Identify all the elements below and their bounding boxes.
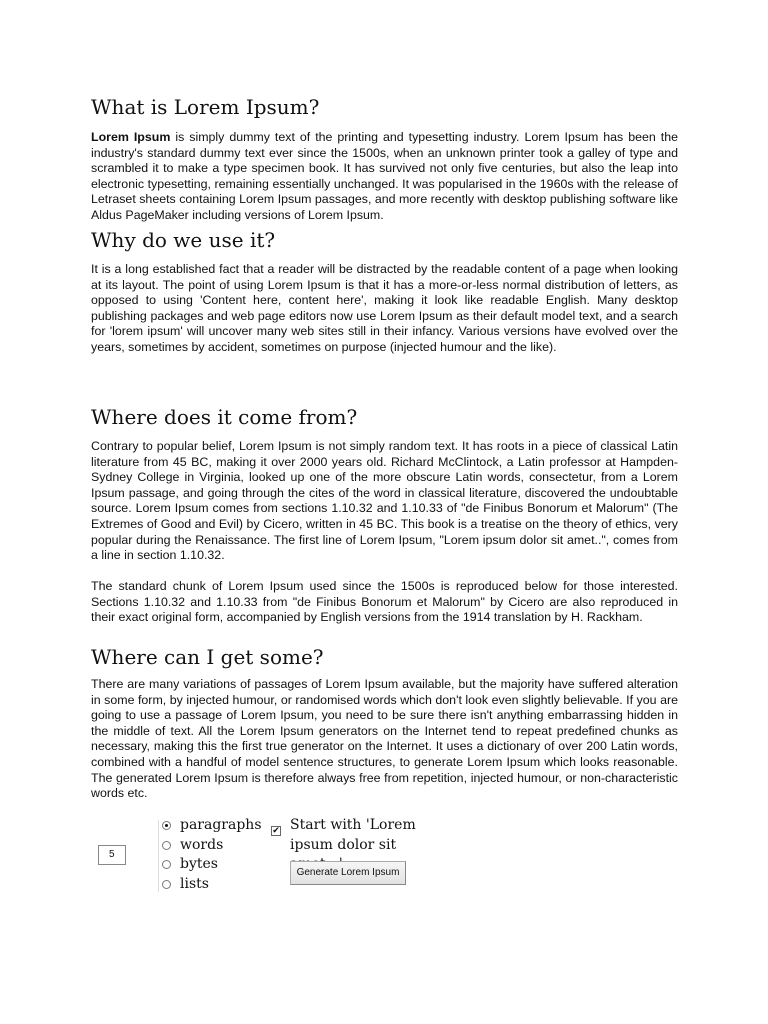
heading-where-does-it-come-from: Where does it come from? (91, 405, 358, 429)
start-with-checkbox[interactable]: ✔ (272, 826, 280, 836)
amount-input[interactable]: 5 (98, 845, 126, 865)
heading-what-is-lorem-ipsum: What is Lorem Ipsum? (91, 95, 320, 119)
option-paragraphs[interactable] (160, 816, 262, 836)
radio-icon[interactable] (162, 880, 171, 889)
option-label: bytes (180, 856, 218, 872)
paragraph-where-can-i-get-some: There are many variations of passages of Lorem Ipsum available, but the majority have suffered alteration in some form, by injected humour, or randomised words which don't look even slightly believable. If you are going to use a passage of Lorem Ipsum, you need to be sure there isn't anything embarrassing hidden in the middle of text. All the Lorem Ipsum generators on the Internet tend to repeat predefined chunks as necessary, making this the first true generator on the Internet. It uses a dictionary of over 200 Latin words, combined with a handful of model sentence structures, to generate Lorem Ipsum which looks reasonable. The generated Lorem Ipsum is therefore always free from repetition, injected humour, or non-characteristic words etc. (91, 677, 678, 801)
option-label: paragraphs (180, 817, 262, 833)
generate-button[interactable]: Generate Lorem Ipsum (290, 861, 406, 885)
heading-where-can-i-get-some: Where can I get some? (91, 645, 324, 669)
paragraph-text: is simply dummy text of the printing and typesetting industry. Lorem Ipsum has been the industry's standard dummy text ever since the 1500s, when an unknown printer took a galley of type and scrambled it to make a type specimen book. It has survived not only five centuries, but also the leap into electronic typesetting, remaining essentially unchanged. It was popularised in the 1960s with the release of Letraset sheets containing Lorem Ipsum passages, and more recently with desktop publishing software like Aldus PageMaker including versions of Lorem Ipsum. (91, 130, 678, 222)
paragraph-where-does-it-come-from: Contrary to popular belief, Lorem Ipsum is not simply random text. It has roots in a piece of classical Latin literature from 45 BC, making it over 2000 years old. Richard McClintock, a Latin professor at Hampden-Sydney College in Virginia, looked up one of the more obscure Latin words, consectetur, from a Lorem Ipsum passage, and going through the cites of the word in classical literature, discovered the undoubtable source. Lorem Ipsum comes from sections 1.10.32 and 1.10.33 of "de Finibus Bonorum et Malorum" (The Extremes of Good and Evil) by Cicero, written in 45 BC. This book is a treatise on the theory of ethics, very popular during the Renaissance. The first line of Lorem Ipsum, "Lorem ipsum dolor sit amet..", comes from a line in section 1.10.32. (91, 439, 678, 563)
options-divider (158, 820, 159, 892)
paragraph-what-is-lorem-ipsum (91, 130, 678, 224)
option-lists[interactable] (160, 875, 262, 895)
generate-type-options (160, 816, 262, 894)
option-label: words (180, 836, 224, 853)
radio-icon[interactable] (162, 860, 171, 869)
lead-bold-text: Lorem Ipsum (91, 130, 171, 144)
option-label: lists (180, 875, 209, 892)
option-words[interactable] (160, 836, 262, 856)
paragraph-why-do-we-use-it: It is a long established fact that a reader will be distracted by the readable content of a page when looking at its layout. The point of using Lorem Ipsum is that it has a more-or-less normal distribution of letters, as opposed to using 'Content here, content here', making it look like readable English. Many desktop publishing packages and web page editors now use Lorem Ipsum as their default model text, and a search for 'lorem ipsum' will uncover many web sites still in their infancy. Various versions have evolved over the years, sometimes by accident, sometimes on purpose (injected humour and the like). (91, 262, 678, 354)
paragraph-standard-chunk: The standard chunk of Lorem Ipsum used since the 1500s is reproduced below for those interested. Sections 1.10.32 and 1.10.33 from "de Finibus Bonorum et Malorum" by Cicero are also reproduced in their exact original form, accompanied by English versions from the 1914 translation by H. Rackham. (91, 579, 678, 625)
option-bytes[interactable] (160, 855, 262, 875)
heading-why-do-we-use-it: Why do we use it? (91, 228, 276, 252)
radio-icon[interactable] (162, 841, 171, 850)
start-with-label: Start with 'Lorem ipsum dolor sit (290, 817, 416, 853)
radio-selected-icon[interactable] (162, 821, 171, 830)
